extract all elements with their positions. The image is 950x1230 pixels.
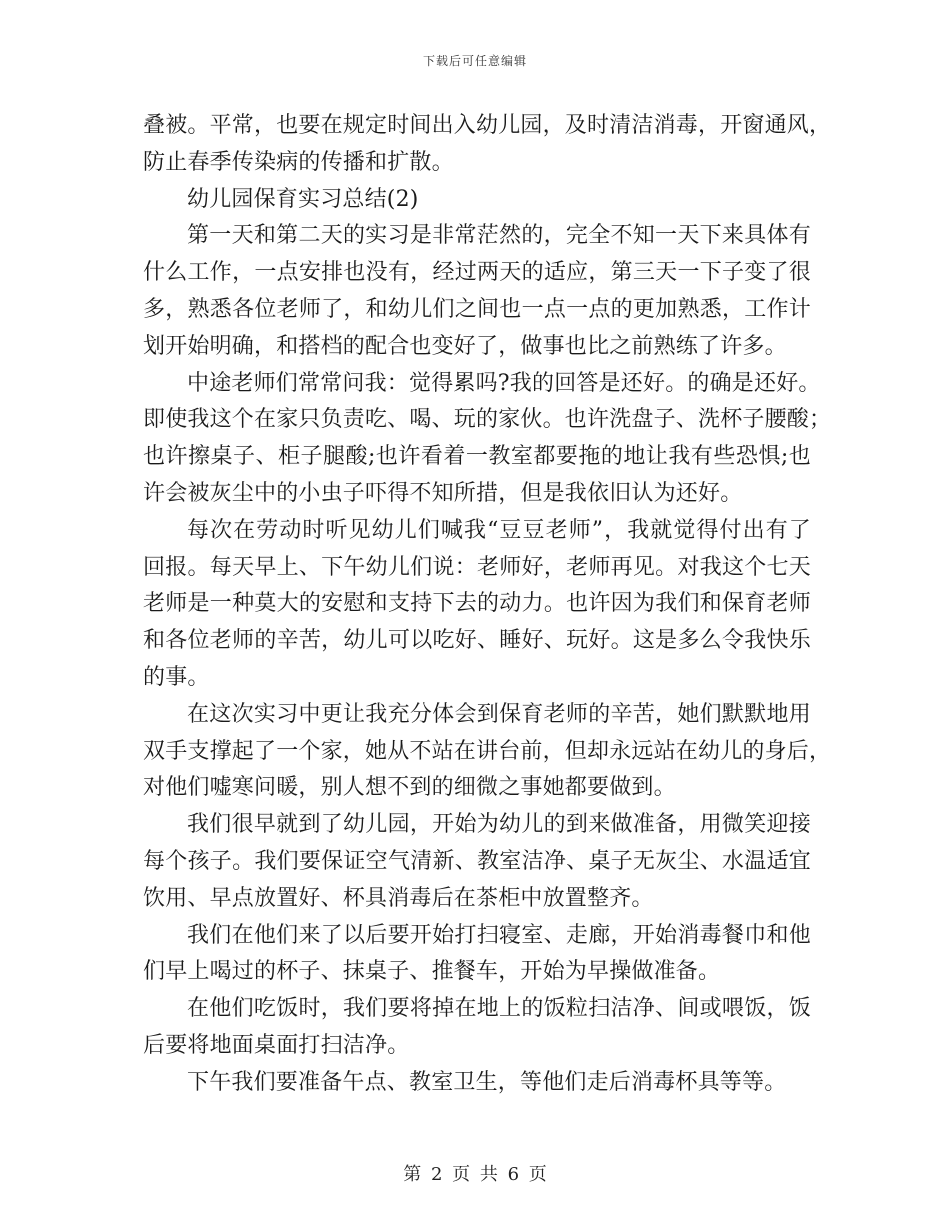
text-line: 我们在他们来了以后要开始打扫寝室、走廊，开始消毒餐巾和他 [187,922,811,948]
text-line: 和各位老师的辛苦，幼儿可以吃好、睡好、玩好。这是多么令我快乐 [143,628,811,654]
text-line: 许会被灰尘中的小虫子吓得不知所措，但是我依旧认为还好。 [143,480,743,506]
text-line: 多，熟悉各位老师了，和幼儿们之间也一点一点的更加熟悉，工作计 [143,296,811,322]
text-line: 在他们吃饭时，我们要将掉在地上的饭粒扫洁净、间或喂饭，饭 [187,996,811,1022]
text-line: 老师是一种莫大的安慰和支持下去的动力。也许因为我们和保育老师 [143,591,811,617]
text-line: 叠被。平常，也要在规定时间出入幼儿园，及时清洁消毒，开窗通风， [143,113,832,138]
page-footer: 第 2 页 共 6 页 [403,1164,547,1185]
text-line: 们早上喝过的杯子、抹桌子、推餐车，开始为早操做准备。 [143,959,721,985]
text-line: 中途老师们常常问我：觉得累吗?我的回答是还好。的确是还好。 [187,370,821,396]
text-line: 划开始明确，和搭档的配合也变好了，做事也比之前熟练了许多。 [143,333,787,359]
paragraph [143,1065,811,1102]
text-line: 第一天和第二天的实习是非常茫然的，完全不知一天下来具体有 [187,223,811,249]
paragraph [143,807,811,917]
paragraph [143,918,811,992]
text-line: 的事。 [143,664,210,690]
text-line: 在这次实习中更让我充分体会到保育老师的辛苦，她们默默地用 [187,701,811,727]
text-line: 下午我们要准备午点、教室卫生，等他们走后消毒杯具等等。 [187,1069,787,1095]
paragraph [143,697,832,807]
text-line: 防止春季传染病的传播和扩散。 [143,149,454,175]
paragraph [143,182,811,219]
paragraph [143,218,811,365]
text-line: 后要将地面桌面打扫洁净。 [143,1032,410,1058]
page-header: 下载后可任意编辑 [422,54,527,68]
document-body [143,108,832,1102]
paragraph [143,366,832,513]
text-line: 双手支撑起了一个家，她从不站在讲台前，但却永远站在幼儿的身后， [143,738,832,764]
paragraph [143,991,811,1065]
text-line: 我们很早就到了幼儿园，开始为幼儿的到来做准备，用微笑迎接 [187,812,811,838]
text-line: 饮用、早点放置好、杯具消毒后在茶柜中放置整齐。 [143,885,654,911]
paragraph [143,513,811,697]
text-line: 对他们嘘寒问暖，别人想不到的细微之事她都要做到。 [143,775,676,801]
text-line: 回报。每天早上、下午幼儿们说：老师好，老师再见。对我这个七天 [143,554,811,580]
text-line: 什么工作，一点安排也没有，经过两天的适应，第三天一下子变了很 [143,260,811,286]
text-line: 每次在劳动时听见幼儿们喊我“豆豆老师”，我就觉得付出有了 [187,517,811,543]
text-line: 每个孩子。我们要保证空气清新、教室洁净、桌子无灰尘、水温适宜 [143,848,811,874]
text-line: 即使我这个在家只负责吃、喝、玩的家伙。也许洗盘子、洗杯子腰酸； [143,407,832,433]
text-line: 幼儿园保育实习总结(2) [187,186,419,212]
paragraph [143,108,832,182]
text-line: 也许擦桌子、柜子腿酸;也许看着一教室都要拖的地让我有些恐惧;也 [143,444,811,470]
